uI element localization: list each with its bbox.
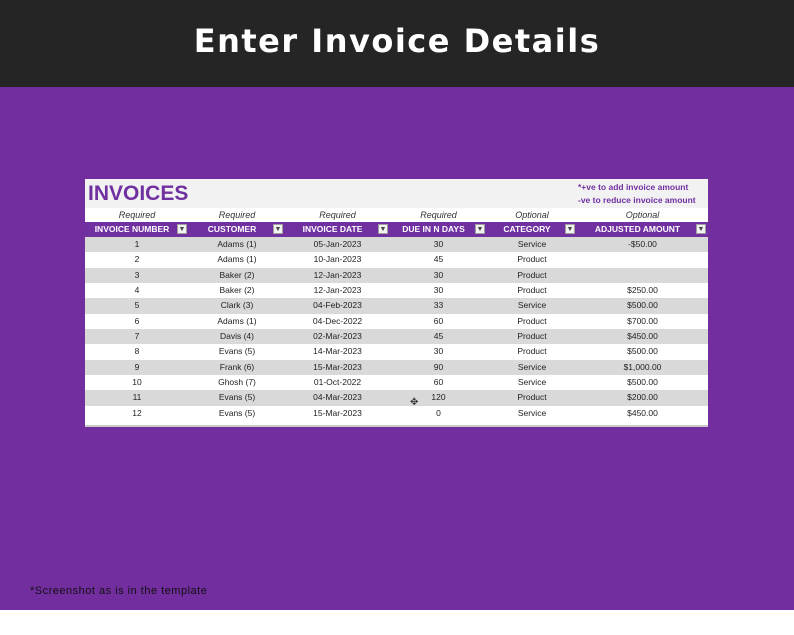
table-cell[interactable]: [577, 268, 708, 283]
column-header-label: ADJUSTED AMOUNT: [594, 224, 681, 234]
table-cell[interactable]: 10-Jan-2023: [313, 254, 362, 265]
table-cell[interactable]: 15-Mar-2023: [313, 407, 362, 418]
table-cell[interactable]: 4: [134, 284, 140, 295]
table-cell[interactable]: 90: [433, 361, 444, 372]
column-header-label: DUE IN N DAYS: [402, 224, 465, 234]
column-header-invoice-date: [285, 222, 390, 237]
table-cell[interactable]: 0: [436, 407, 441, 418]
table-cell[interactable]: Clark (3): [220, 300, 254, 311]
table-cell[interactable]: Service: [517, 376, 547, 387]
table-cell[interactable]: 15-Mar-2023: [313, 361, 362, 372]
filter-dropdown-icon[interactable]: ▼: [697, 226, 705, 233]
table-cell[interactable]: Product: [517, 392, 547, 403]
requirement-label: Required: [319, 210, 356, 220]
table-cell[interactable]: Adams (1): [217, 315, 257, 326]
table-row: [85, 390, 708, 405]
table-cell[interactable]: 10: [132, 376, 142, 387]
requirement-label: Required: [420, 210, 457, 220]
table-cell[interactable]: Baker (2): [219, 269, 255, 280]
column-header-due-days: [390, 222, 487, 237]
filter-dropdown-icon[interactable]: ▼: [274, 226, 282, 233]
column-header-label: INVOICE NUMBER: [94, 224, 170, 234]
table-cell[interactable]: Davis (4): [219, 330, 254, 341]
table-row: [85, 298, 708, 313]
table-row: [85, 375, 708, 390]
column-header-adjusted-amount: [577, 222, 708, 237]
table-cell[interactable]: 60: [433, 376, 444, 387]
table-cell[interactable]: 8: [134, 346, 140, 357]
table-cell[interactable]: 9: [134, 361, 140, 372]
table-cell[interactable]: $700.00: [627, 315, 658, 326]
requirement-label: Optional: [515, 210, 549, 220]
requirement-label: Required: [218, 210, 256, 220]
requirement-label: Optional: [625, 210, 660, 220]
table-cell[interactable]: Product: [517, 269, 547, 280]
table-cell[interactable]: $500.00: [627, 300, 658, 311]
table-cell[interactable]: 12-Jan-2023: [313, 284, 362, 295]
table-cell[interactable]: 7: [134, 330, 140, 341]
table-cell[interactable]: 04-Feb-2023: [313, 300, 362, 311]
table-body: [85, 237, 708, 421]
requirement-label: Required: [118, 210, 156, 220]
column-header-category: [487, 222, 577, 237]
table-cell[interactable]: $500.00: [627, 346, 658, 357]
table-cell[interactable]: Ghosh (7): [218, 376, 256, 387]
table-row: [85, 344, 708, 359]
table-cell[interactable]: Service: [517, 239, 547, 249]
table-cell[interactable]: $200.00: [627, 392, 658, 403]
table-cell[interactable]: [577, 252, 708, 267]
table-cell[interactable]: Evans (5): [218, 346, 256, 357]
table-cell[interactable]: Adams (1): [217, 239, 257, 249]
table-cell[interactable]: 04-Mar-2023: [313, 392, 362, 403]
column-header-customer: [189, 222, 285, 237]
table-cell[interactable]: 02-Mar-2023: [313, 330, 362, 341]
table-cell[interactable]: 5: [134, 300, 140, 311]
invoice-sheet: [85, 179, 708, 427]
table-cell[interactable]: Product: [517, 284, 547, 295]
footnote: *Screenshot as is in the template: [30, 585, 208, 597]
move-cursor-icon: ✥: [410, 397, 419, 408]
table-cell[interactable]: $450.00: [627, 330, 658, 341]
table-cell[interactable]: Service: [517, 361, 547, 372]
column-header-label: CATEGORY: [503, 224, 551, 234]
requirement-row: [85, 208, 708, 222]
column-header-label: INVOICE DATE: [302, 224, 363, 234]
column-header-label: CUSTOMER: [207, 224, 257, 234]
table-cell[interactable]: 14-Mar-2023: [313, 346, 362, 357]
table-row: [85, 252, 708, 267]
filter-dropdown-icon[interactable]: ▼: [379, 226, 387, 233]
amount-notes: [578, 181, 696, 207]
table-cell[interactable]: Evans (5): [218, 407, 256, 418]
table-row: [85, 360, 708, 375]
table-row: [85, 268, 708, 283]
table-cell[interactable]: Product: [517, 330, 547, 341]
table-cell[interactable]: 12: [132, 407, 142, 418]
table-row: [85, 314, 708, 329]
table-row: [85, 237, 708, 252]
table-cell[interactable]: 11: [132, 392, 142, 403]
table-cell[interactable]: 01-Oct-2022: [313, 376, 362, 387]
table-row: [85, 329, 708, 344]
table-cell[interactable]: 30: [433, 269, 444, 280]
table-cell[interactable]: $500.00: [627, 376, 658, 387]
table-cell[interactable]: Service: [517, 300, 547, 311]
table-cell[interactable]: -$50.00: [628, 239, 657, 249]
table-cell[interactable]: 33: [433, 300, 444, 311]
column-header-invoice-number: [85, 222, 189, 237]
filter-dropdown-icon[interactable]: ▼: [476, 226, 484, 233]
table-row: [85, 283, 708, 298]
table-cell[interactable]: 3: [134, 269, 140, 280]
column-header-row: [85, 222, 708, 237]
table-cell[interactable]: Baker (2): [219, 284, 255, 295]
table-cell[interactable]: 60: [433, 315, 444, 326]
table-cell[interactable]: 30: [433, 346, 444, 357]
table-cell[interactable]: 1: [134, 239, 140, 249]
note-reduce: -ve to reduce invoice amount: [578, 195, 696, 205]
sheet-header: [85, 179, 708, 208]
table-cell[interactable]: 30: [433, 239, 444, 249]
table-cell[interactable]: 30: [433, 284, 444, 295]
table-cell[interactable]: Evans (5): [218, 392, 256, 403]
note-add: *+ve to add invoice amount: [578, 182, 689, 192]
table-cell[interactable]: Adams (1): [217, 254, 257, 265]
table-cell[interactable]: $1,000.00: [623, 361, 662, 372]
table-cell[interactable]: 12-Jan-2023: [313, 269, 362, 280]
top-banner: [0, 0, 794, 87]
table-row: [85, 406, 708, 421]
table-cell[interactable]: $450.00: [627, 407, 658, 418]
sheet-title: INVOICES: [88, 182, 189, 205]
table-cell[interactable]: 6: [134, 315, 140, 326]
table-cell[interactable]: Product: [517, 315, 547, 326]
table-cell[interactable]: Product: [517, 254, 547, 265]
table-cell[interactable]: 45: [433, 330, 444, 341]
table-cell[interactable]: Product: [517, 346, 547, 357]
table-cell[interactable]: 120: [431, 392, 446, 403]
table-cell[interactable]: $250.00: [627, 284, 658, 295]
table-cell[interactable]: Service: [517, 407, 547, 418]
table-cell[interactable]: Frank (6): [219, 361, 255, 372]
filter-dropdown-icon[interactable]: ▼: [178, 226, 186, 233]
table-cell[interactable]: 2: [134, 254, 140, 265]
table-cell[interactable]: 04-Dec-2022: [312, 315, 363, 326]
banner-title: Enter Invoice Details: [193, 21, 601, 60]
table-cell[interactable]: 45: [433, 254, 444, 265]
filter-dropdown-icon[interactable]: ▼: [566, 226, 574, 233]
table-cell[interactable]: 05-Jan-2023: [313, 239, 362, 249]
